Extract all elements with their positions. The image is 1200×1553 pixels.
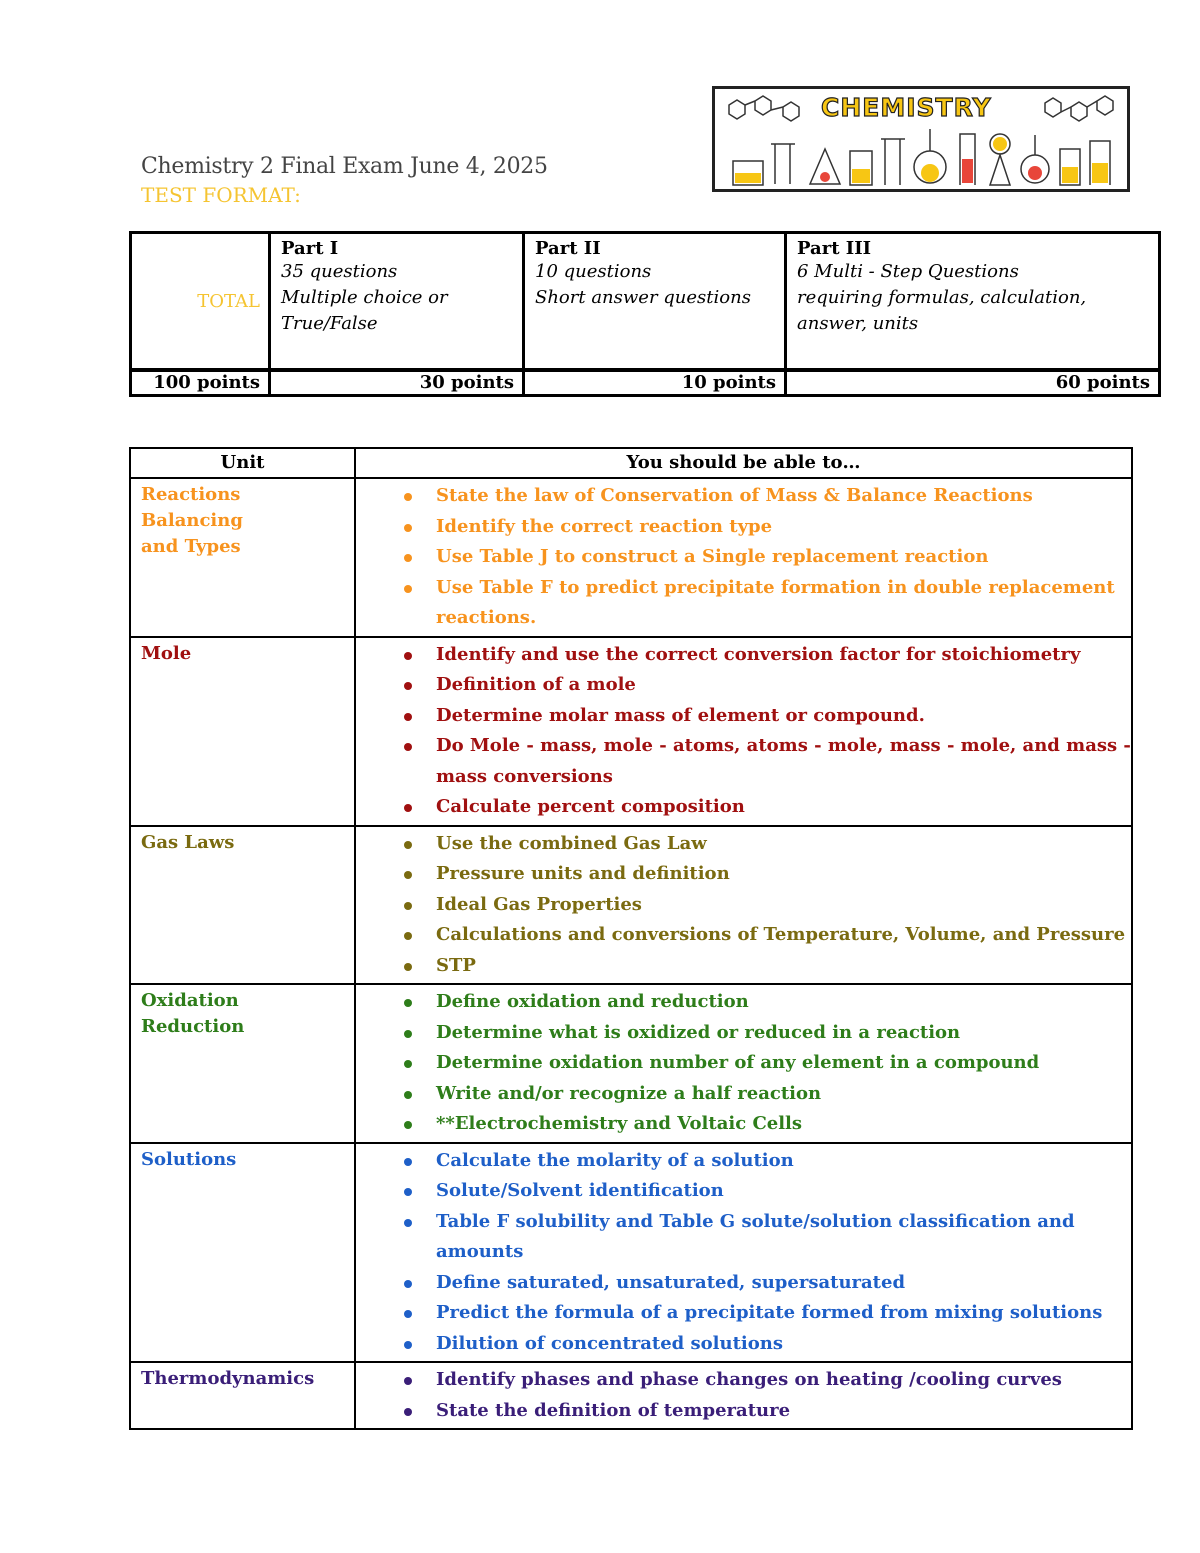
objectives-list	[356, 1146, 1131, 1360]
objective-item: Calculations and conversions of Temperature, Volume, and Pressure	[356, 920, 1131, 951]
table-row	[130, 1143, 1132, 1363]
objective-item: State the law of Conservation of Mass & Balance Reactions	[356, 481, 1131, 512]
document-header	[141, 152, 548, 208]
objective-item: Define saturated, unsaturated, supersaturated	[356, 1268, 1131, 1299]
total-label-cell: TOTAL	[131, 233, 270, 371]
objectives-list	[356, 1365, 1131, 1426]
part-1-points: 30 points	[270, 370, 524, 396]
objective-item: STP	[356, 951, 1131, 982]
table-row	[130, 826, 1132, 985]
objectives-list	[356, 640, 1131, 823]
objective-item: Use Table J to construct a Single replacement reaction	[356, 542, 1131, 573]
part-2-name: Part II	[535, 238, 601, 259]
objectives-column-header: You should be able to…	[355, 448, 1132, 478]
part-3-name: Part III	[797, 238, 872, 259]
unit-name-cell	[130, 984, 355, 1143]
part-3-line: answer, units	[797, 313, 919, 334]
part-3-line: requiring formulas, calculation,	[797, 287, 1087, 308]
objective-item: Pressure units and definition	[356, 859, 1131, 890]
unit-name-cell	[130, 826, 355, 985]
part-1-line: 35 questions	[281, 261, 398, 282]
part-3-line: 6 Multi - Step Questions	[797, 261, 1019, 282]
unit-name-cell	[130, 1143, 355, 1363]
objectives-cell	[355, 984, 1132, 1143]
objective-item: Identify the correct reaction type	[356, 512, 1131, 543]
objective-item: Calculate percent composition	[356, 792, 1131, 823]
objectives-cell	[355, 1362, 1132, 1429]
unit-name-line: Reactions	[141, 484, 241, 505]
part-3-cell	[786, 233, 1160, 371]
part-1-name: Part I	[281, 238, 339, 259]
total-points: 100 points	[131, 370, 270, 396]
objective-item: Identify and use the correct conversion factor for stoichiometry	[356, 640, 1131, 671]
part-3-points: 60 points	[786, 370, 1160, 396]
unit-name-line: Thermodynamics	[141, 1368, 315, 1389]
table-row	[130, 637, 1132, 826]
table-row	[130, 478, 1132, 637]
table-header-row	[130, 448, 1132, 478]
objective-item: Do Mole - mass, mole - atoms, atoms - mole, mass - mole, and mass -mass conversions	[356, 731, 1131, 792]
objectives-cell	[355, 637, 1132, 826]
objective-item: Ideal Gas Properties	[356, 890, 1131, 921]
unit-name-line: and Types	[141, 536, 241, 557]
table-row	[130, 984, 1132, 1143]
objective-item: Define oxidation and reduction	[356, 987, 1131, 1018]
chemistry-logo	[712, 86, 1130, 192]
objective-item: Dilution of concentrated solutions	[356, 1329, 1131, 1360]
objective-item: Solute/Solvent identification	[356, 1176, 1131, 1207]
points-row	[131, 370, 1160, 396]
part-2-points: 10 points	[524, 370, 786, 396]
test-format-heading: TEST FORMAT:	[141, 183, 301, 207]
objectives-cell	[355, 478, 1132, 637]
objective-item: Calculate the molarity of a solution	[356, 1146, 1131, 1177]
logo-wordmark: CHEMISTRY	[821, 93, 992, 122]
objective-item: Definition of a mole	[356, 670, 1131, 701]
objectives-cell	[355, 826, 1132, 985]
objectives-list	[356, 481, 1131, 634]
part-2-line: Short answer questions	[535, 287, 751, 308]
objective-item: Use Table F to predict precipitate formation in double replacement reactions.	[356, 573, 1131, 634]
table-row	[130, 1362, 1132, 1429]
unit-name-line: Solutions	[141, 1148, 237, 1170]
objective-item: State the definition of temperature	[356, 1396, 1131, 1427]
exam-title: Chemistry 2 Final Exam June 4, 2025	[141, 154, 548, 179]
unit-name-line: Reduction	[141, 1016, 245, 1037]
unit-name-cell	[130, 1362, 355, 1429]
part-1-cell	[270, 233, 524, 371]
objective-item: Determine molar mass of element or compound.	[356, 701, 1131, 732]
objective-item: Determine what is oxidized or reduced in a reaction	[356, 1018, 1131, 1049]
unit-name-line: Gas Laws	[141, 831, 235, 853]
part-1-line: True/False	[281, 313, 378, 334]
unit-name-cell	[130, 637, 355, 826]
unit-name-line: Mole	[141, 642, 192, 664]
part-1-line: Multiple choice or	[281, 287, 448, 308]
format-description-row	[131, 233, 1160, 371]
unit-objectives-table	[129, 447, 1133, 1430]
objectives-cell	[355, 1143, 1132, 1363]
objective-item: Identify phases and phase changes on heating /cooling curves	[356, 1365, 1131, 1396]
objective-item: **Electrochemistry and Voltaic Cells	[356, 1109, 1131, 1140]
objectives-list	[356, 829, 1131, 982]
objective-item: Write and/or recognize a half reaction	[356, 1079, 1131, 1110]
objectives-list	[356, 987, 1131, 1140]
unit-name-line: Oxidation	[141, 990, 239, 1011]
part-2-cell	[524, 233, 786, 371]
unit-column-header: Unit	[130, 448, 355, 478]
objective-item: Use the combined Gas Law	[356, 829, 1131, 860]
objective-item: Table F solubility and Table G solute/solution classification and amounts	[356, 1207, 1131, 1268]
part-2-line: 10 questions	[535, 261, 652, 282]
unit-name-cell	[130, 478, 355, 637]
objective-item: Predict the formula of a precipitate formed from mixing solutions	[356, 1298, 1131, 1329]
unit-name-line: Balancing	[141, 510, 243, 531]
test-format-table	[129, 231, 1161, 397]
objective-item: Determine oxidation number of any element in a compound	[356, 1048, 1131, 1079]
